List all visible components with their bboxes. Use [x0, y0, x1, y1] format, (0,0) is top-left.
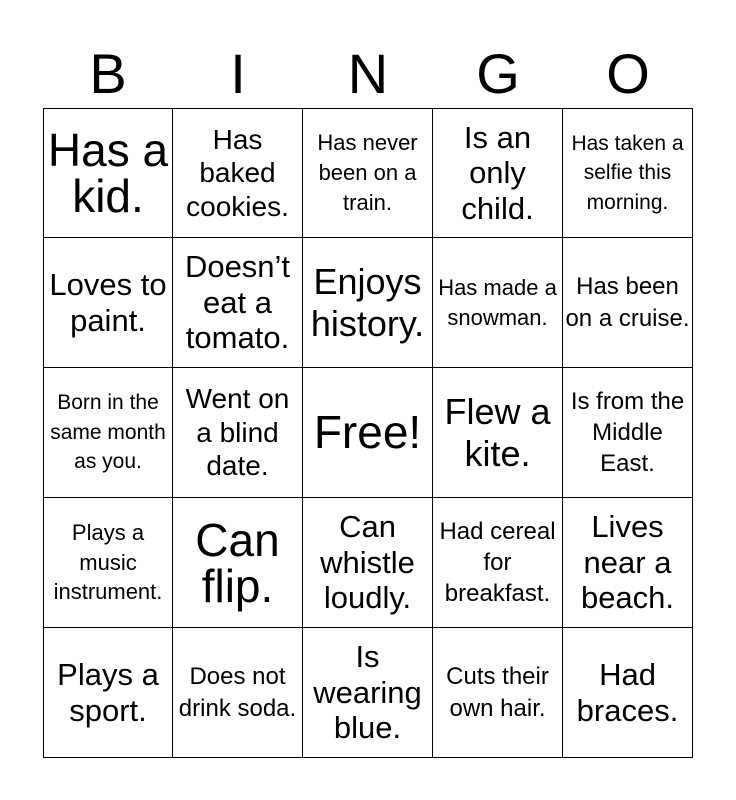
header-letter-n: N — [347, 42, 389, 105]
free-space-cell[interactable]: Free! — [303, 368, 433, 498]
bingo-cell[interactable]: Has baked cookies. — [173, 108, 303, 238]
bingo-cell[interactable]: Is from the Middle East. — [563, 368, 693, 498]
bingo-cell[interactable]: Has made a snowman. — [433, 238, 563, 368]
bingo-cell[interactable]: Is an only child. — [433, 108, 563, 238]
bingo-cell[interactable]: Went on a blind date. — [173, 368, 303, 498]
bingo-cell[interactable]: Has a kid. — [43, 108, 173, 238]
bingo-cell[interactable]: Does not drink soda. — [173, 628, 303, 758]
bingo-cell[interactable]: Has been on a cruise. — [563, 238, 693, 368]
header-letter-b: B — [89, 42, 127, 105]
bingo-cell[interactable]: Plays a sport. — [43, 628, 173, 758]
bingo-card — [43, 108, 693, 758]
header-letter-o: O — [606, 42, 650, 105]
header-letter-i: I — [230, 42, 246, 105]
bingo-cell[interactable]: Doesn’t eat a tomato. — [173, 238, 303, 368]
bingo-cell[interactable]: Lives near a beach. — [563, 498, 693, 628]
header-letter-g: G — [476, 42, 520, 105]
bingo-cell[interactable]: Born in the same month as you. — [43, 368, 173, 498]
bingo-cell[interactable]: Is wearing blue. — [303, 628, 433, 758]
bingo-header — [43, 40, 693, 108]
bingo-cell[interactable]: Cuts their own hair. — [433, 628, 563, 758]
bingo-cell[interactable]: Can flip. — [173, 498, 303, 628]
bingo-cell[interactable]: Loves to paint. — [43, 238, 173, 368]
bingo-cell[interactable]: Had cereal for breakfast. — [433, 498, 563, 628]
bingo-cell[interactable]: Had braces. — [563, 628, 693, 758]
bingo-cell[interactable]: Enjoys history. — [303, 238, 433, 368]
bingo-cell[interactable]: Can whistle loudly. — [303, 498, 433, 628]
bingo-cell[interactable]: Has taken a selfie this morning. — [563, 108, 693, 238]
bingo-cell[interactable]: Flew a kite. — [433, 368, 563, 498]
bingo-cell[interactable]: Plays a music instrument. — [43, 498, 173, 628]
bingo-cell[interactable]: Has never been on a train. — [303, 108, 433, 238]
